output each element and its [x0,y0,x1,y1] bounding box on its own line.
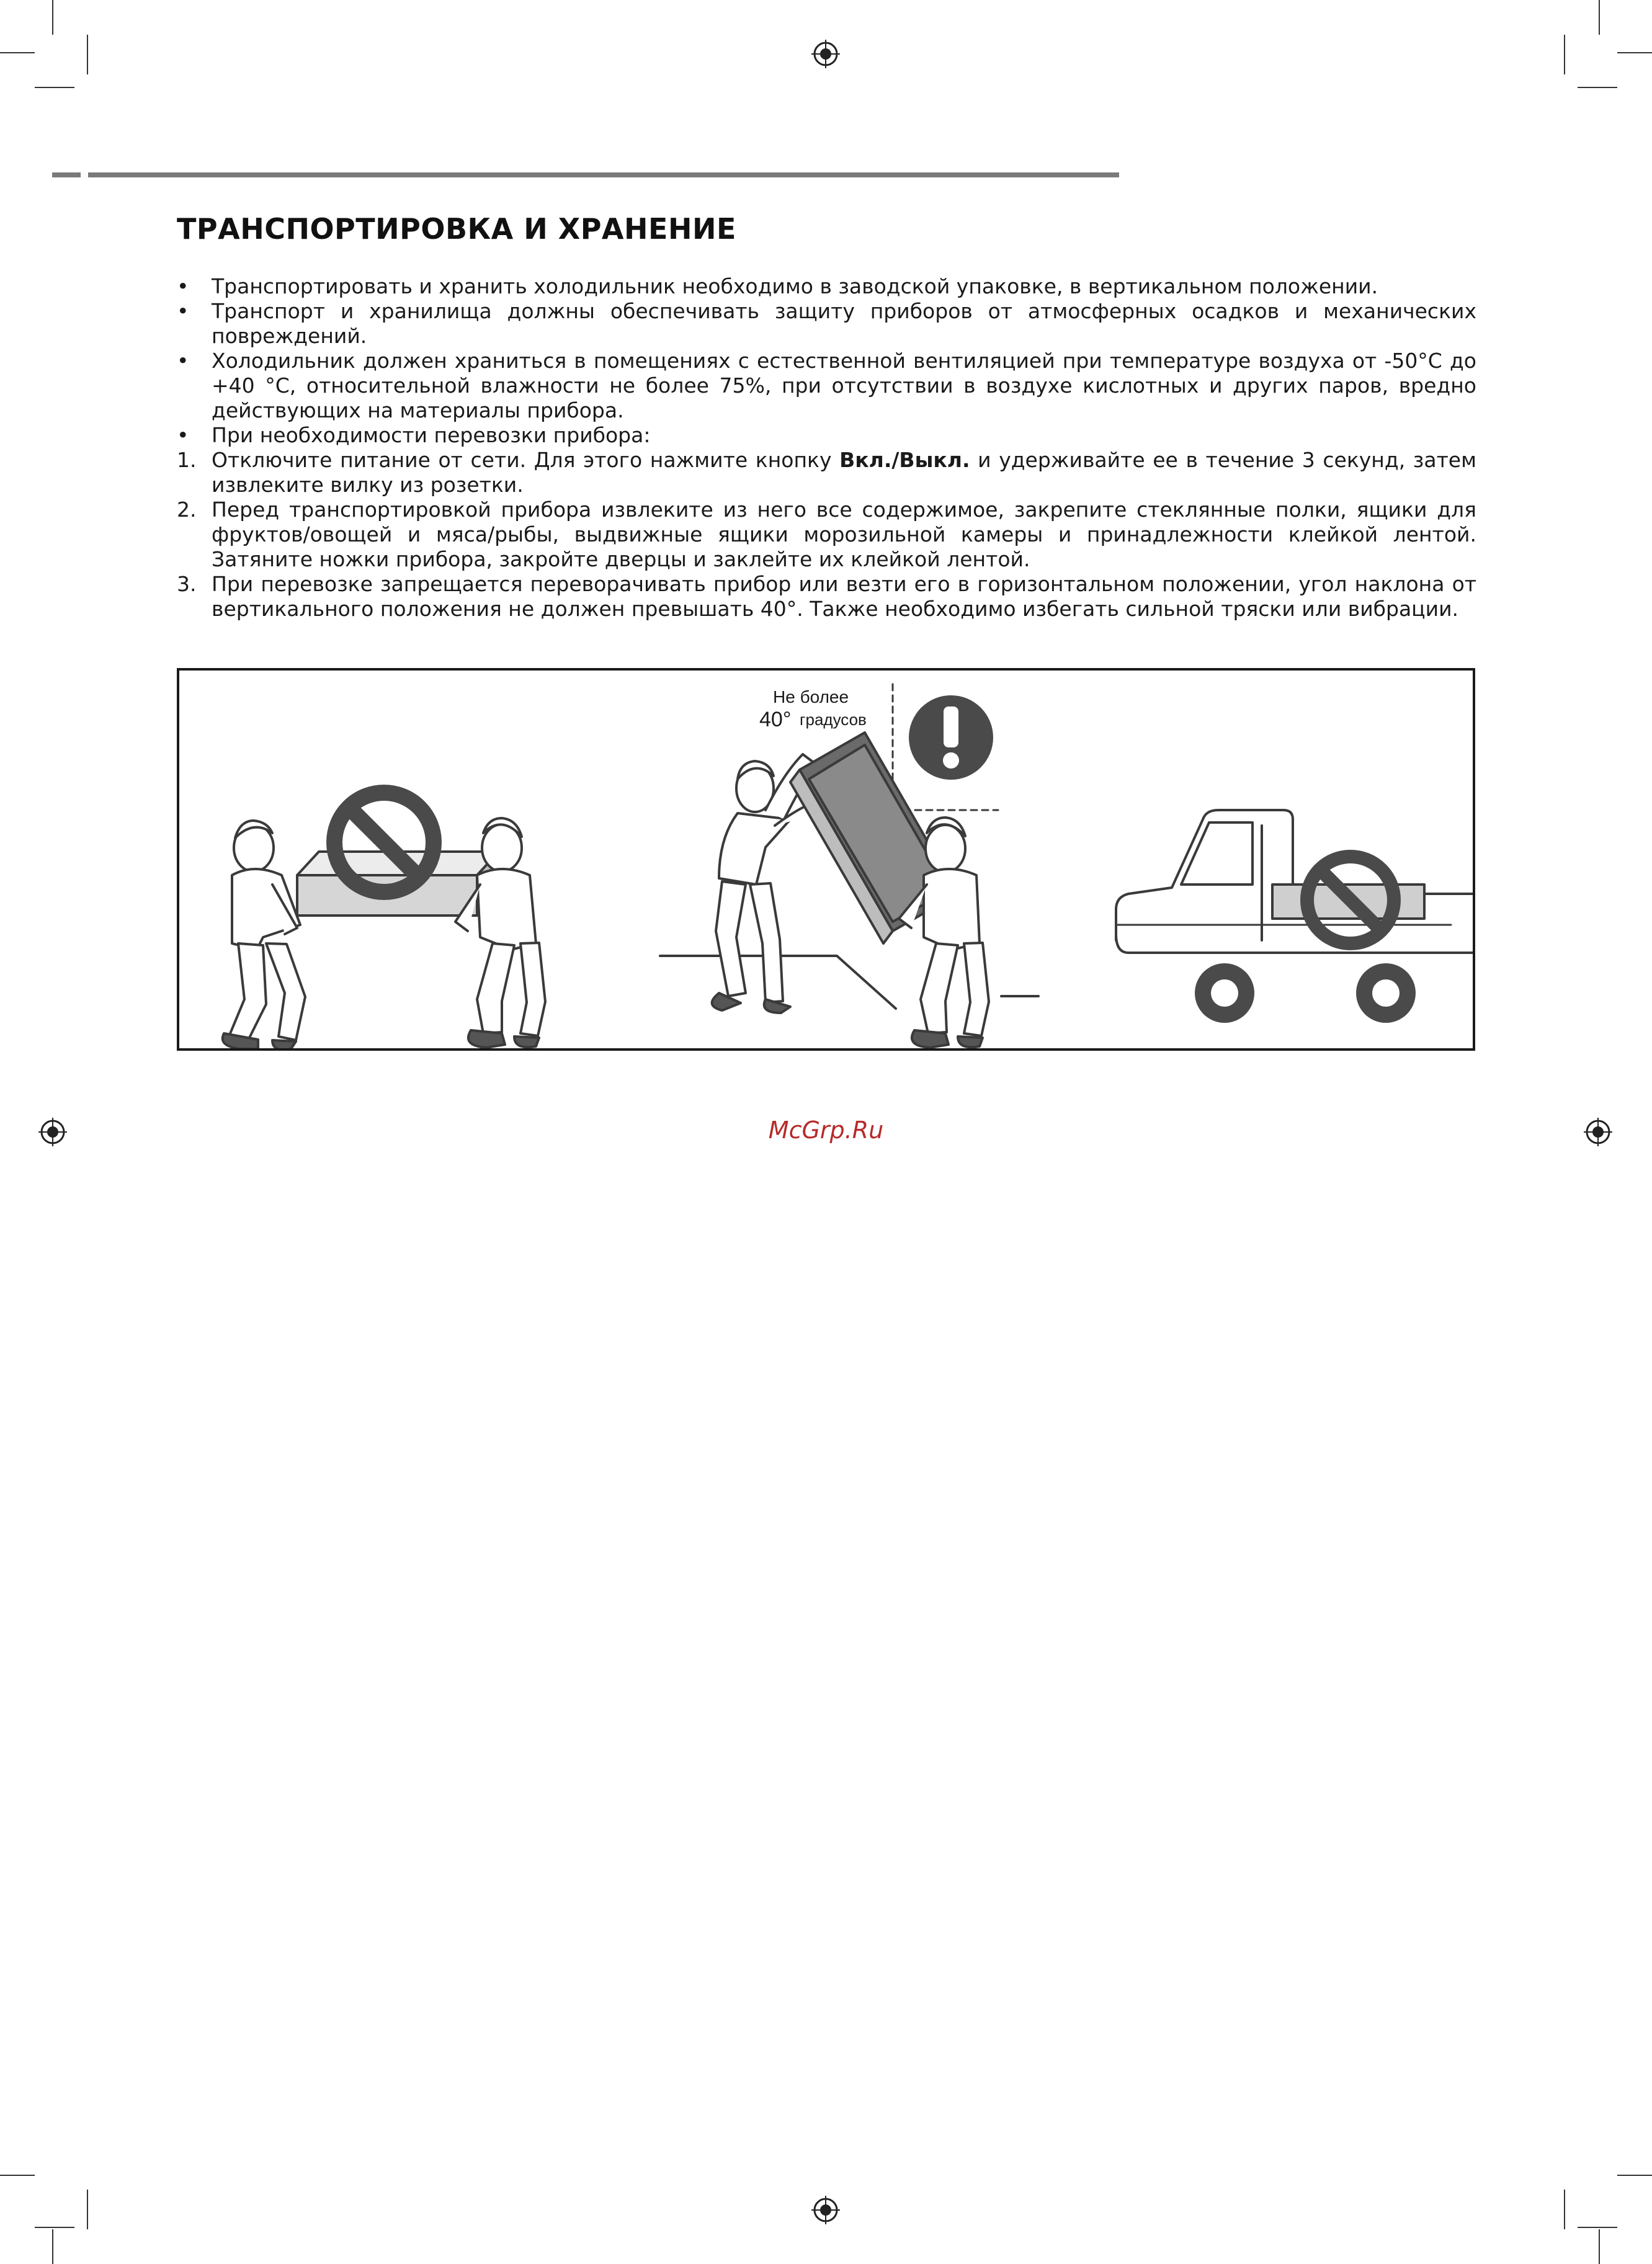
crop-mark [0,52,35,53]
scene-truck [1116,810,1473,1023]
crop-mark [1599,2229,1600,2264]
crop-mark [1617,52,1652,53]
crop-mark [1564,2190,1565,2229]
crop-mark [1617,2175,1652,2176]
illustration-canvas [179,671,1473,1048]
header-rule [88,172,1119,177]
step-text: Перед транспортировкой прибора извлеките из него все содержимое, закрепите стеклянные полки, ящики для фруктов/овощей и мяса/рыбы, выдвижные ящики морозильной камеры и принадлежности клейкой лентой. Затяните ножки прибора, закройте дверцы и заклейте их клейкой лентой. [212,497,1476,571]
truck-wheel [1356,963,1416,1023]
transport-illustration [177,668,1475,1051]
bullet-marker: • [177,349,189,373]
bullet-text: При необходимости перевозки прибора: [212,423,651,447]
bullet-text: Транспортировать и хранить холодильник необходимо в заводской упаковке, в вертикальном положении. [212,274,1378,298]
bullet-text: Транспорт и хранилища должны обеспечивать защиту приборов от атмосферных осадков и механических повреждений. [212,299,1476,348]
step-number: 2. [177,497,197,522]
step-item [177,572,1476,622]
header-rule-short [52,172,81,177]
bullet-item [177,423,1476,448]
warning-exclamation-icon [909,695,993,780]
step-item [177,497,1476,572]
button-name-bold: Вкл./Выкл. [839,448,970,472]
crop-mark [52,2229,53,2264]
bullet-item [177,349,1476,423]
crop-mark [35,2227,74,2228]
crop-mark [1578,2227,1617,2228]
truck-wheel [1195,963,1254,1023]
tilt-label-unit: градусов [800,710,867,729]
step-text: и удерживайте ее в течение 3 секунд, затем извлеките вилку из розетки. [212,448,1476,497]
tilt-label-degrees: 40° [759,708,792,731]
watermark-text: McGrp.Ru [768,1116,884,1144]
crop-mark [0,2175,35,2176]
registration-mark-icon [811,2196,840,2224]
crop-mark [87,2190,88,2229]
step-number: 3. [177,572,197,596]
bullet-item [177,274,1476,299]
step-item [177,448,1476,497]
crop-mark [87,35,88,74]
crop-mark [1578,87,1617,88]
bullet-text: Холодильник должен храниться в помещениях с естественной вентиляцией при температуре воздуха от -50°С до +40 °С, относительной влажности не более 75%, при отсутствии в воздухе кислотных и других паров, вредно действующих на материалы прибора. [212,349,1476,422]
section-title: ТРАНСПОРТИРОВКА И ХРАНЕНИЕ [177,212,736,246]
step-text: Отключите питание от сети. Для этого нажмите кнопку [212,448,840,472]
instructions-text [177,274,1476,622]
crop-mark [1564,35,1565,74]
tilt-label-line1: Не более [773,687,849,706]
crop-mark [52,0,53,35]
crop-mark [35,87,74,88]
bullet-marker: • [177,423,189,447]
person-left [223,821,305,1048]
scene-tilted-carry [660,684,1038,1048]
step-number: 1. [177,448,197,472]
bullet-item [177,299,1476,349]
step-text: При перевозке запрещается переворачивать прибор или везти его в горизонтальном положении, угол наклона от вертикального положения не должен превышать 40°. Также необходимо избегать сильной тряски или вибрации. [212,572,1476,621]
scene-horizontal-carry [223,793,545,1048]
bullet-marker: • [177,299,189,323]
bullet-marker: • [177,274,189,298]
crop-mark [1599,0,1600,35]
registration-mark-icon [811,40,840,68]
